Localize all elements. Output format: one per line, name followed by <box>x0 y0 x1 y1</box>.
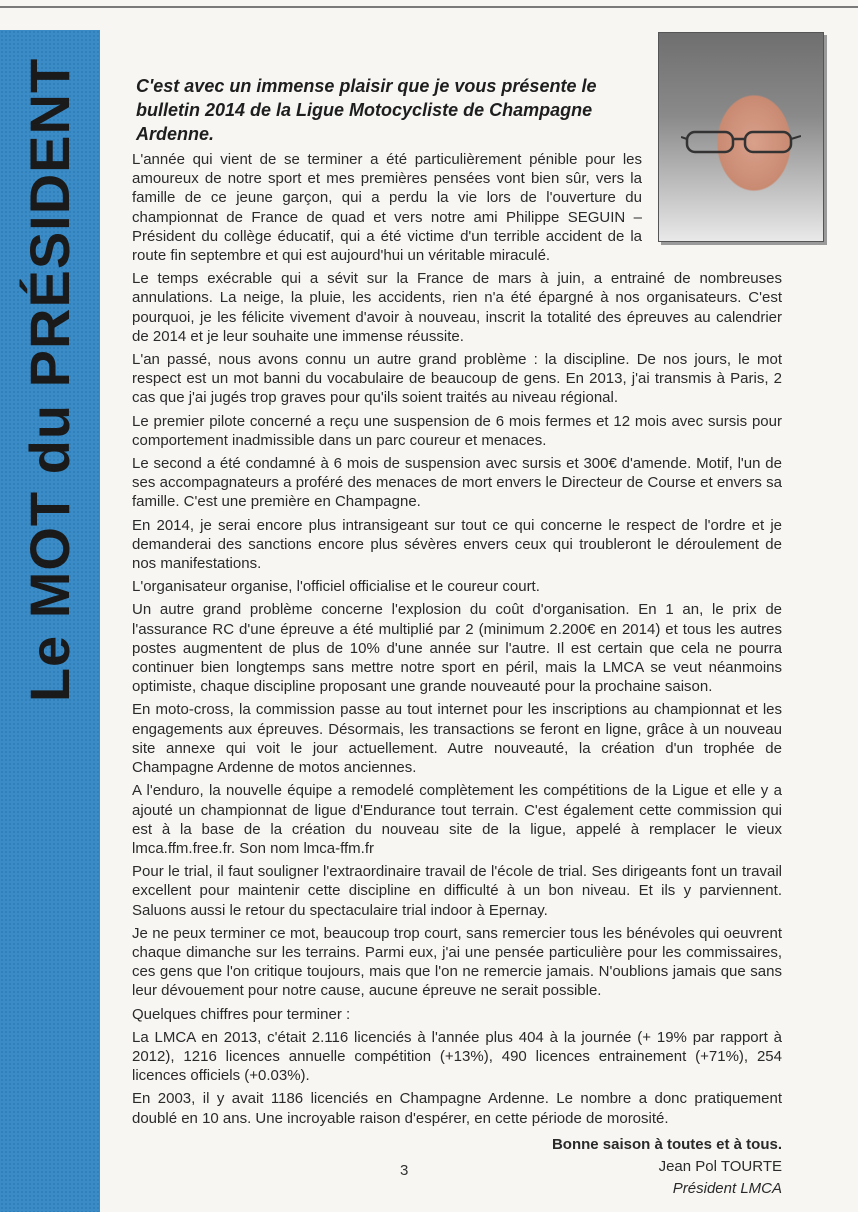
signatory-title: Président LMCA <box>672 1179 782 1197</box>
signature-block <box>132 1134 782 1200</box>
paragraph: En 2014, je serai encore plus intransigeant sur tout ce qui concerne le respect de l'ordre et je demanderai des sanctions encore plus sévères envers ceux qui troubleront le déroulement de nos manifestations. <box>132 516 782 573</box>
sidebar-banner <box>0 30 100 1212</box>
paragraph: L'année qui vient de se terminer a été particulièrement pénible pour les amoureux de notre sport et mes premières pensées vont bien sûr, vers la famille de ce jeune garçon, qui a perdu la vie lors de l'ouverture du championnat de France de quad et vers notre ami Philippe SEGUIN – Président du collège éducatif, qui a été victime d'un terrible accident de la route fin septembre et qui est aujourd'hui un véritable miraculé. <box>132 151 642 265</box>
page-number: 3 <box>400 1162 409 1179</box>
paragraph: Quelques chiffres pour terminer : <box>132 1005 351 1023</box>
paragraph: Le second a été condamné à 6 mois de suspension avec sursis et 300€ d'amende. Motif, l'un de ses accompagnateurs a proféré des menaces de mort envers le Directeur de Course et envers sa famille. C'est une première en Champagne. <box>132 455 782 511</box>
signatory-name: Jean Pol TOURTE <box>658 1157 782 1175</box>
letter-body <box>132 74 782 1200</box>
paragraph: L'organisateur organise, l'officiel officialise et le coureur court. <box>132 578 540 596</box>
paragraph: L'an passé, nous avons connu un autre grand problème : la discipline. De nos jours, le mot respect est un mot banni du vocabulaire de beaucoup de gens. En 2013, j'ai transmis à Paris, 2 cas que j'ai jugés trop graves pour qu'ils soient traités au niveau régional. <box>132 351 782 407</box>
paragraph: Le temps exécrable qui a sévit sur la France de mars à juin, a entrainé de nombreuses annulations. La neige, la pluie, les accidents, rien n'a été épargné à nos organisateurs. C'est pourquoi, je les félicite vivement d'avoir à nouveau, inscrit la totalité des épreuves au calendrier de 2014 et je leur souhaite une immense réussite. <box>132 270 782 345</box>
paragraph: La LMCA en 2013, c'était 2.116 licenciés à l'année plus 404 à la journée (+ 19% par rapport à 2012), 1216 licences annuelle compétition (+13%), 490 licences entrainement (+71%), 254 licences officiels (+0.03%). <box>132 1028 782 1085</box>
sidebar-title: Le MOT du PRÉSIDENT <box>18 57 81 703</box>
paragraph: Je ne peux terminer ce mot, beaucoup trop court, sans remercier tous les bénévoles qui oeuvrent chaque dimanche sur les terrains. Parmi eux, j'ai une pensée particulière pour les commissaires, ces gens que l'on critique toujours, mais que l'on ne remercie jamais. N'oublions jamais que sans leur dévouement pour notre cause, aucune épreuve ne serait possible. <box>132 924 782 1000</box>
paragraph: Le premier pilote concerné a reçu une suspension de 6 mois fermes et 12 mois avec sursis pour comportement inadmissible dans un parc coureur et menaces. <box>132 412 782 449</box>
paragraph: En 2003, il y avait 1186 licenciés en Champagne Ardenne. Le nombre a donc pratiquement doublé en 10 ans. Une incroyable raison d'espérer, en cette période de morosité. <box>132 1090 782 1127</box>
paragraph: Pour le trial, il faut souligner l'extraordinaire travail de l'école de trial. Ses dirigeants font un travail excellent pour maintenir cette discipline en difficulté à un bon niveau. Et ils y parviennent. Saluons aussi le retour du spectaculaire trial indoor à Epernay. <box>132 863 782 919</box>
intro-heading: C'est avec un immense plaisir que je vous présente le bulletin 2014 de la Ligue Motocycliste de Champagne Ardenne. <box>136 76 597 144</box>
top-rule <box>0 6 858 8</box>
paragraph: En moto-cross, la commission passe au tout internet pour les inscriptions au championnat et les engagements aux épreuves. Désormais, les transactions se feront en ligne, grâce à un nouveau site annexe qui voit le jour actuellement. Autre nouveauté, la création d'un trophée de Champagne Ardenne de motos anciennes. <box>132 701 782 777</box>
closing-greeting: Bonne saison à toutes et à tous. <box>551 1135 782 1153</box>
paragraph: Un autre grand problème concerne l'explosion du coût d'organisation. En 1 an, le prix de l'assurance RC d'une épreuve a été multiplié par 2 (minimum 2.200€ en 2014) et tous les autres postes augmentent de plus de 10% d'une année sur l'autre. Il est certain que cela ne pourra continuer bien longtemps sans mettre notre sport en péril, mais la LMCA se veut néanmoins optimiste, chaque discipline proposant une grande nouveauté pour la prochaine saison. <box>132 601 782 696</box>
paragraph: A l'enduro, la nouvelle équipe a remodelé complètement les compétitions de la Ligue et elle y a ajouté un championnat de ligue d'Endurance tout terrain. C'est également cette commission qui est à la base de la création du nouveau site de la ligue, appelé à remplacer le vieux lmca.ffm.free.fr. Son nom lmca-ffm.fr <box>132 782 782 857</box>
